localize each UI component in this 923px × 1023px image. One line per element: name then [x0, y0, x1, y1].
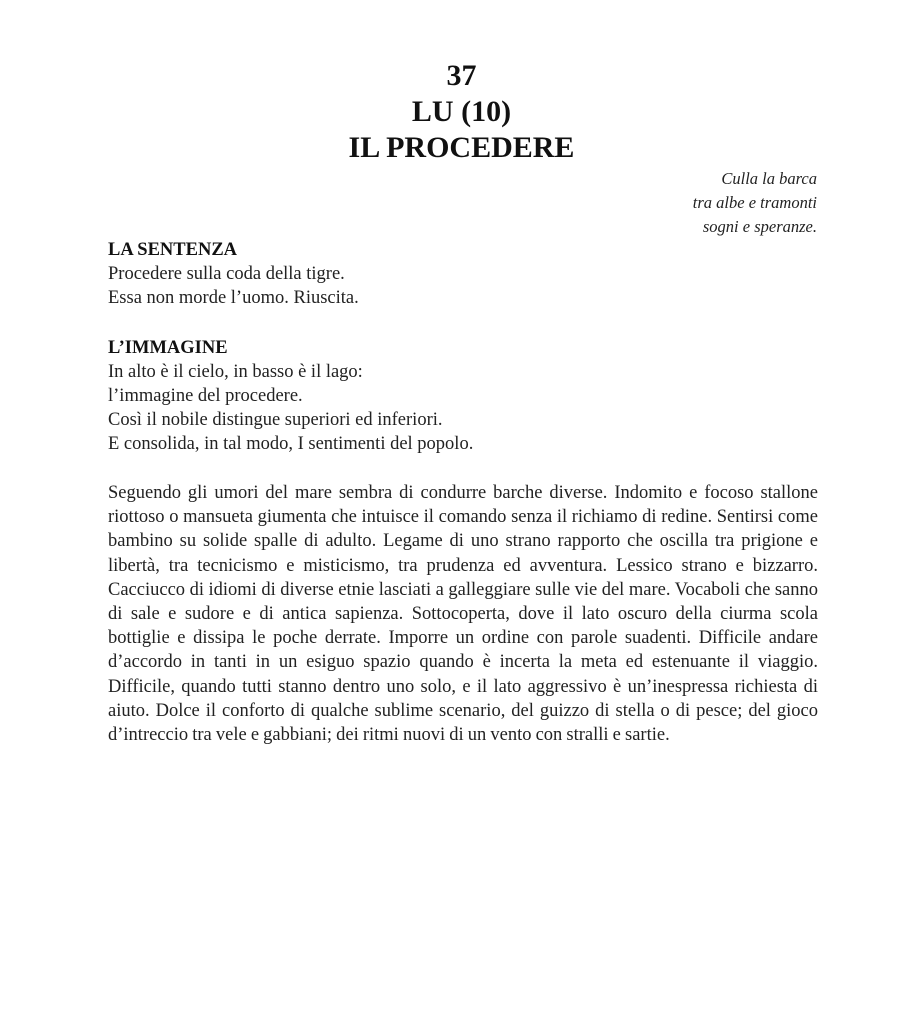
section-immagine: [108, 336, 818, 456]
section-heading: L’IMMAGINE: [108, 338, 228, 358]
verse-line: E consolida, in tal modo, I sentimenti del popolo.: [108, 434, 474, 454]
verse-line: l’immagine del procedere.: [108, 386, 303, 406]
epigraph-line: tra albe e tramonti: [692, 193, 817, 212]
chapter-title-block: [0, 58, 923, 166]
section-heading: LA SENTENZA: [108, 240, 238, 260]
epigraph: [693, 167, 817, 239]
chapter-number: 37: [446, 59, 477, 92]
verse-line: In alto è il cielo, in basso è il lago:: [108, 362, 363, 382]
chapter-title: IL PROCEDERE: [348, 131, 575, 164]
verse-line: Così il nobile distingue superiori ed inferiori.: [108, 410, 443, 430]
epigraph-line: Culla la barca: [721, 169, 817, 188]
verse-line: Procedere sulla coda della tigre.: [108, 264, 345, 284]
commentary-paragraph: Seguendo gli umori del mare sembra di condurre barche diverse. Indomito e focoso stallone riottoso o mansueta giumenta che intuisce il comando senza il richiamo di redine. Sentirsi come bambino su solide spalle di adulto. Legame di uno strano rapporto che oscilla tra prigione e libertà, tra tecnicismo e misticismo, tra prudenza ed avventura. Lessico strano e bizzarro. Cacciucco di idiomi di diverse etnie lasciati a galleggiare sulle vie del mare. Vocaboli che sanno di sale e sudore e di antica sapienza. Sottocoperta, dove il lato oscuro della ciurma scola bottiglie e dissipa le poche derrate. Imporre un ordine con parole suadenti. Difficile andare d’accordo in tanti in un esiguo spazio quando è incerta la meta ed estenuante il viaggio. Difficile, quando tutti stanno dentro uno solo, e il lato aggressivo è un’inespressa richiesta di aiuto. Dolce il conforto di qualche sublime scenario, del guizzo di stella o di pesce; del gioco d’intreccio tra vele e gabbiani; dei ritmi nuovi di un vento con stralli e sartie.: [108, 483, 818, 746]
verse-line: Essa non morde l’uomo. Riuscita.: [108, 288, 359, 308]
chapter-code: LU (10): [411, 95, 512, 128]
section-sentenza: [108, 238, 818, 310]
epigraph-line: sogni e speranze.: [702, 217, 817, 236]
